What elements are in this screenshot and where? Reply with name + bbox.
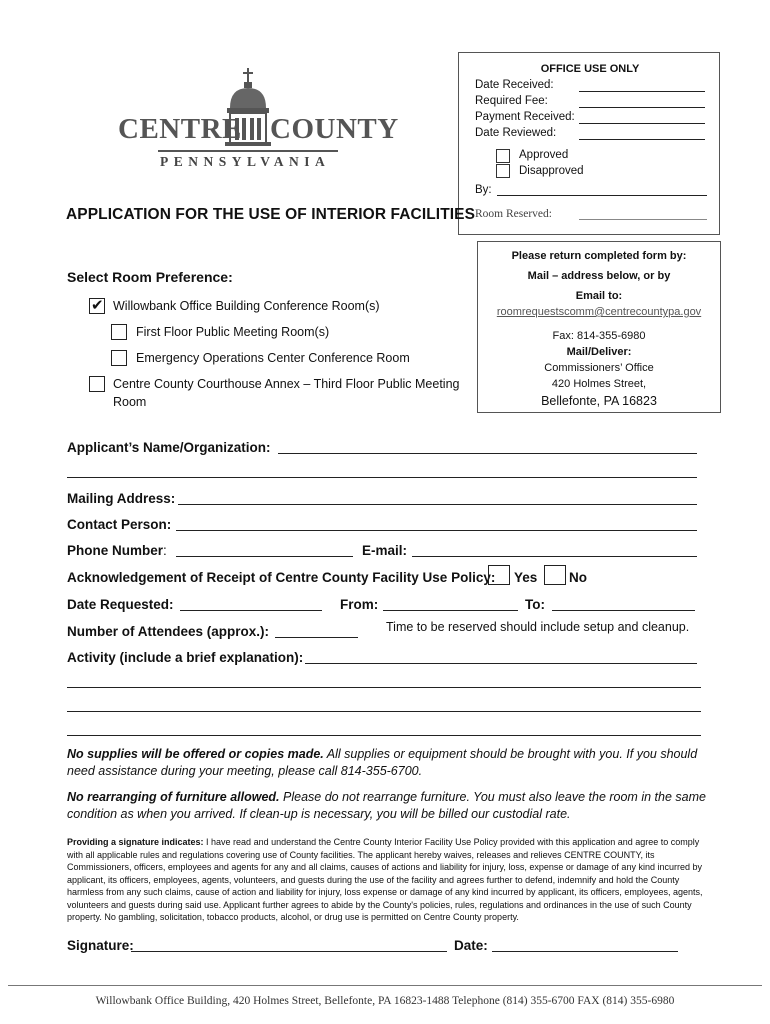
date-reviewed-label: Date Reviewed: <box>475 127 557 139</box>
applicant-field[interactable] <box>278 453 697 454</box>
room-reserved-label: Room Reserved: <box>475 208 552 220</box>
contact-person-label: Contact Person: <box>67 517 172 532</box>
applicant-field-line2[interactable] <box>67 477 697 478</box>
policy-ack-label: Acknowledgement of Receipt of Centre County Facility Use Policy: <box>67 570 496 585</box>
payment-received-label: Payment Received: <box>475 111 575 123</box>
return-mail-deliver: Mail/Deliver: <box>566 346 632 358</box>
signature-agreement-lead: Providing a signature indicates: <box>67 837 204 847</box>
activity-label: Activity (include a brief explanation): <box>67 650 304 665</box>
room-reserved-field[interactable] <box>579 219 707 220</box>
office-use-title: OFFICE USE ONLY <box>540 63 640 75</box>
to-time-field[interactable] <box>552 610 695 611</box>
approved-checkbox[interactable] <box>496 149 510 163</box>
room-option-eoc-checkbox[interactable] <box>111 350 127 366</box>
return-heading: Please return completed form by: <box>511 250 687 262</box>
room-option-first-floor-label: First Floor Public Meeting Room(s) <box>136 325 330 339</box>
return-info-box <box>477 241 721 413</box>
date-reviewed-row <box>475 127 556 139</box>
setup-note: Time to be reserved should include setup and cleanup. <box>386 620 690 634</box>
return-mail: Mail – address below, or by <box>527 270 671 282</box>
payment-received-row <box>475 111 575 123</box>
footer-rule <box>8 985 762 986</box>
activity-field-line3[interactable] <box>67 711 701 712</box>
by-field[interactable] <box>497 195 707 196</box>
room-option-first-floor-checkbox[interactable] <box>111 324 127 340</box>
email-field[interactable] <box>412 556 697 557</box>
date-received-row <box>475 79 554 91</box>
required-fee-label: Required Fee: <box>475 95 548 107</box>
return-email-label: Email to: <box>575 290 623 302</box>
payment-received-field[interactable] <box>579 123 705 124</box>
supplies-notice-bold: No supplies will be offered or copies made. <box>67 747 324 761</box>
approved-label: Approved <box>519 149 569 161</box>
phone-label-colon: : <box>163 543 167 558</box>
date-requested-label: Date Requested: <box>67 597 174 612</box>
logo-word-centre: CENTRE <box>118 113 242 145</box>
to-label: To: <box>525 597 545 612</box>
furniture-notice-text: Please do not rearrange furniture. You must also leave the room in the same condition as when you arrived. If clean-up is necessary, you will be billed our custodial rate. <box>67 790 706 821</box>
furniture-notice <box>67 789 707 823</box>
return-city: Bellefonte, PA 16823 <box>541 394 657 408</box>
disapproved-checkbox[interactable] <box>496 164 510 178</box>
email-label: E-mail: <box>362 543 408 558</box>
activity-field-line4[interactable] <box>67 735 701 736</box>
policy-ack-no-checkbox[interactable] <box>544 565 566 585</box>
return-office: Commissioners’ Office <box>544 362 654 374</box>
phone-field[interactable] <box>176 556 353 557</box>
room-option-annex-label-line1: Centre County Courthouse Annex – Third Floor Public Meeting <box>113 377 460 391</box>
attendees-field[interactable] <box>275 637 358 638</box>
return-email-link[interactable]: roomrequestscomm@centrecountypa.gov <box>496 306 702 318</box>
signature-label: Signature: <box>67 938 134 953</box>
date-requested-field[interactable] <box>180 610 322 611</box>
office-use-box <box>458 52 720 235</box>
room-option-willowbank-label: Willowbank Office Building Conference Room(s) <box>113 299 380 313</box>
policy-ack-no-label: No <box>569 570 587 585</box>
by-label: By: <box>475 184 492 196</box>
date-received-label: Date Received: <box>475 79 554 91</box>
policy-ack-yes-label: Yes <box>514 570 538 585</box>
logo-word-county: COUNTY <box>270 113 399 145</box>
return-fax: Fax: 814-355-6980 <box>552 330 646 342</box>
mailing-address-label: Mailing Address: <box>67 491 176 506</box>
from-time-field[interactable] <box>383 610 518 611</box>
signature-agreement-text <box>67 836 707 924</box>
attendees-label: Number of Attendees (approx.): <box>67 624 270 639</box>
supplies-notice <box>67 746 707 780</box>
activity-field[interactable] <box>305 663 697 664</box>
county-logo <box>118 66 399 170</box>
date-received-field[interactable] <box>579 91 705 92</box>
required-fee-row <box>475 95 548 107</box>
room-option-eoc-label: Emergency Operations Center Conference Room <box>136 351 410 365</box>
room-option-willowbank-checkbox[interactable] <box>89 298 105 314</box>
mailing-address-field[interactable] <box>178 504 697 505</box>
contact-person-field[interactable] <box>176 530 697 531</box>
form-title: APPLICATION FOR THE USE OF INTERIOR FACILITIES <box>66 206 476 223</box>
policy-ack-yes-checkbox[interactable] <box>488 565 510 585</box>
activity-field-line2[interactable] <box>67 687 701 688</box>
signature-date-field[interactable] <box>492 951 678 952</box>
phone-label <box>67 543 167 558</box>
room-option-annex-label-line2: Room <box>113 395 147 409</box>
applicant-label: Applicant’s Name/Organization: <box>67 440 271 455</box>
logo-subtitle: PENNSYLVANIA <box>160 154 331 169</box>
date-reviewed-field[interactable] <box>579 139 705 140</box>
room-option-annex-checkbox[interactable] <box>89 376 105 392</box>
room-preference-heading: Select Room Preference: <box>67 269 233 285</box>
phone-label-text: Phone Number <box>67 543 164 558</box>
required-fee-field[interactable] <box>579 107 705 108</box>
footer-address: Willowbank Office Building, 420 Holmes Street, Bellefonte, PA 16823-1488 Telephone (814) 355-6700 FAX (814) 355-6980 <box>95 995 675 1007</box>
disapproved-label: Disapproved <box>519 165 584 177</box>
logo-rule <box>158 150 338 152</box>
checkmark-icon: ✔ <box>91 297 104 314</box>
signature-date-label: Date: <box>454 938 488 953</box>
signature-field[interactable] <box>131 951 447 952</box>
furniture-notice-bold: No rearranging of furniture allowed. <box>67 790 280 804</box>
supplies-notice-text: All supplies or equipment should be brought with you. If you should need assistance during your meeting, please call 814-355-6700. <box>67 747 698 778</box>
from-label: From: <box>340 597 379 612</box>
signature-agreement-body: I have read and understand the Centre County Interior Facility Use Policy provided with this application and agree to comply with all applicable rules and regulations covering use of County facilities. The applicant hereby waives, releases and relieves CENTRE COUNTY, its Commissioners, officers, employees and agents for any and all claims, causes of actions and liability for injury, loss, expense or damage of any kind incurred by applicant, its officers, employees, agents, volunteers, and guests during the use of the facility and agrees further to defend, indemnify and hold the County harmless from any such claims, cause of action and liability for injury, loss expense or damage of any kind incurred by applicant, its officers, employees, agents, volunteers and guests during said use. Applicant further agrees to abide by the County's policies, rules, regulations and ordinances in the use of such County property. No gambling, solicitation, tobacco products, alcohol, or drug use is permitted on Centre County property. <box>67 837 703 922</box>
return-street: 420 Holmes Street, <box>551 378 647 390</box>
